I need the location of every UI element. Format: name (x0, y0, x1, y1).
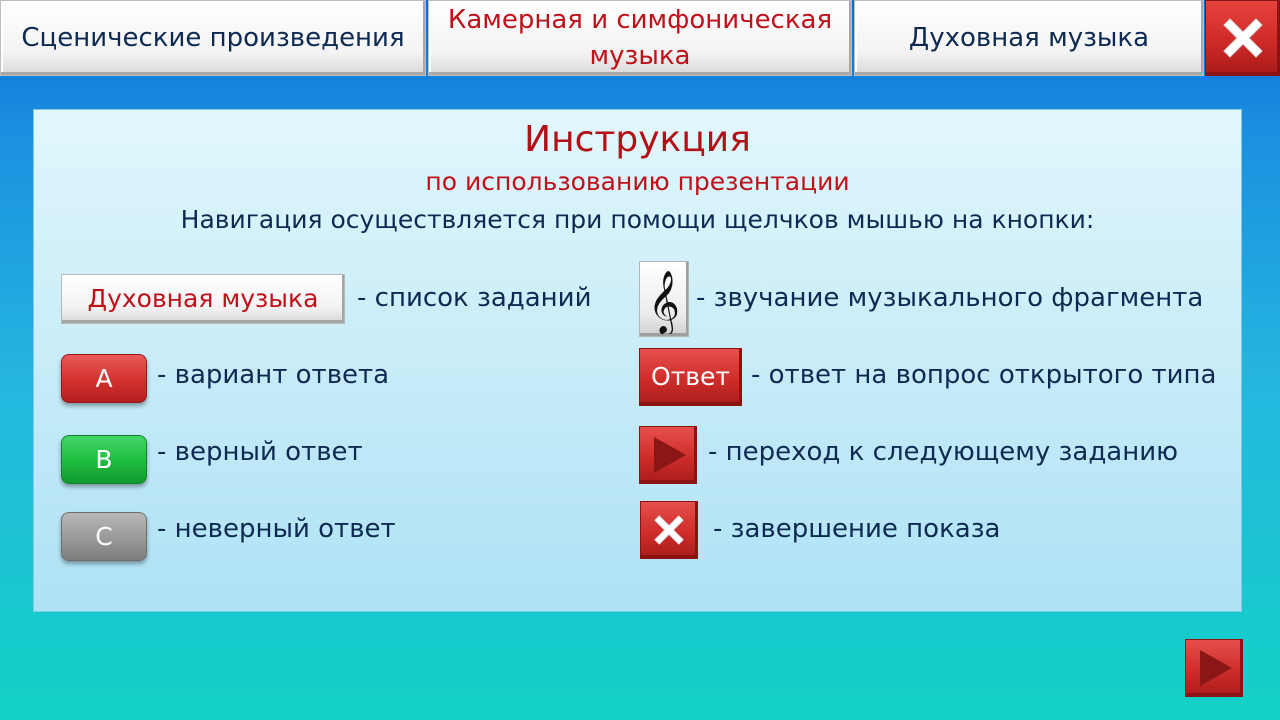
tab-chamber-symphonic[interactable] (428, 0, 852, 76)
sample-end-show-button (640, 501, 698, 559)
next-slide-button[interactable] (1185, 639, 1243, 697)
legend-correct-answer-text: - верный ответ (157, 437, 363, 467)
close-button[interactable] (1205, 0, 1280, 76)
legend-task-list-text: - список заданий (357, 283, 592, 313)
legend-open-answer-text: - ответ на вопрос открытого типа (751, 360, 1217, 390)
sample-answer-option-button: A (61, 354, 147, 403)
sample-play-audio-button (639, 261, 689, 337)
legend-next-task-text: - переход к следующему заданию (708, 437, 1179, 467)
treble-clef-icon (644, 264, 684, 334)
legend-end-show-text: - завершение показа (713, 514, 1001, 544)
legend-play-audio-text: - звучание музыкального фрагмента (696, 283, 1204, 313)
legend-answer-option-text: - вариант ответа (157, 360, 390, 390)
tab-stage-works[interactable] (0, 0, 426, 76)
tab-stage-works-label: Сценические произведения (21, 23, 405, 53)
sample-task-list-tab: Духовная музыка (61, 274, 345, 324)
sample-next-task-button (639, 426, 697, 484)
tab-sacred-music[interactable] (854, 0, 1204, 76)
page-subtitle: по использованию презентации (425, 167, 850, 196)
page-title: Инструкция (524, 119, 751, 160)
sample-wrong-answer-button: C (61, 512, 147, 561)
tab-chamber-symphonic-label: Камерная и симфоническая музыка (447, 5, 833, 71)
close-icon (651, 512, 687, 548)
legend-wrong-answer-text: - неверный ответ (157, 514, 396, 544)
sample-open-answer-button: Ответ (639, 348, 742, 406)
tab-sacred-music-label: Духовная музыка (908, 23, 1150, 53)
close-icon (1219, 14, 1267, 62)
navigation-instruction-text: Навигация осуществляется при помощи щелчков мышью на кнопки: (180, 205, 1095, 234)
play-triangle-icon (1194, 648, 1234, 688)
play-triangle-icon (648, 435, 688, 475)
sample-correct-answer-button: B (61, 435, 147, 484)
instruction-panel (33, 109, 1242, 612)
svg-text:𝄞: 𝄞 (648, 270, 680, 333)
